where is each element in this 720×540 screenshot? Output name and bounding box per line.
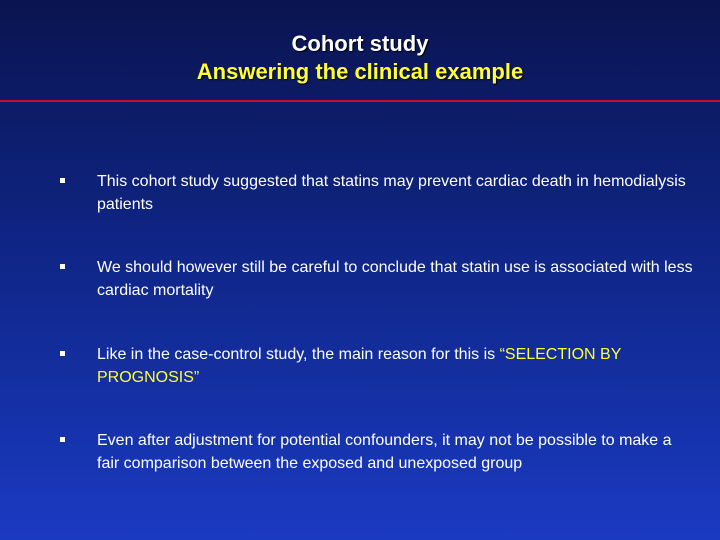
square-bullet-icon [60,264,65,269]
title-divider [0,100,720,102]
title-block [0,30,720,86]
slide-subtitle: Answering the clinical example [196,59,524,84]
square-bullet-icon [60,437,65,442]
square-bullet-icon [60,351,65,356]
bullet-text: Even after adjustment for potential confounders, it may not be possible to make a fair comparison between the exposed and unexposed group [97,432,672,472]
slide-title: Cohort study [291,31,429,56]
selection-by-prognosis-highlight: “SELECTION BY PROGNOSIS” [97,346,622,386]
bullet-text: We should however still be careful to conclude that statin use is associated with less cardiac mortality [97,259,693,299]
square-bullet-icon [60,178,65,183]
bullet-text: This cohort study suggested that statins may prevent cardiac death in hemodialysis patients [97,173,686,213]
bullet-text-plain: Like in the case-control study, the main reason for this is [97,346,500,363]
bullet-text [97,343,697,389]
